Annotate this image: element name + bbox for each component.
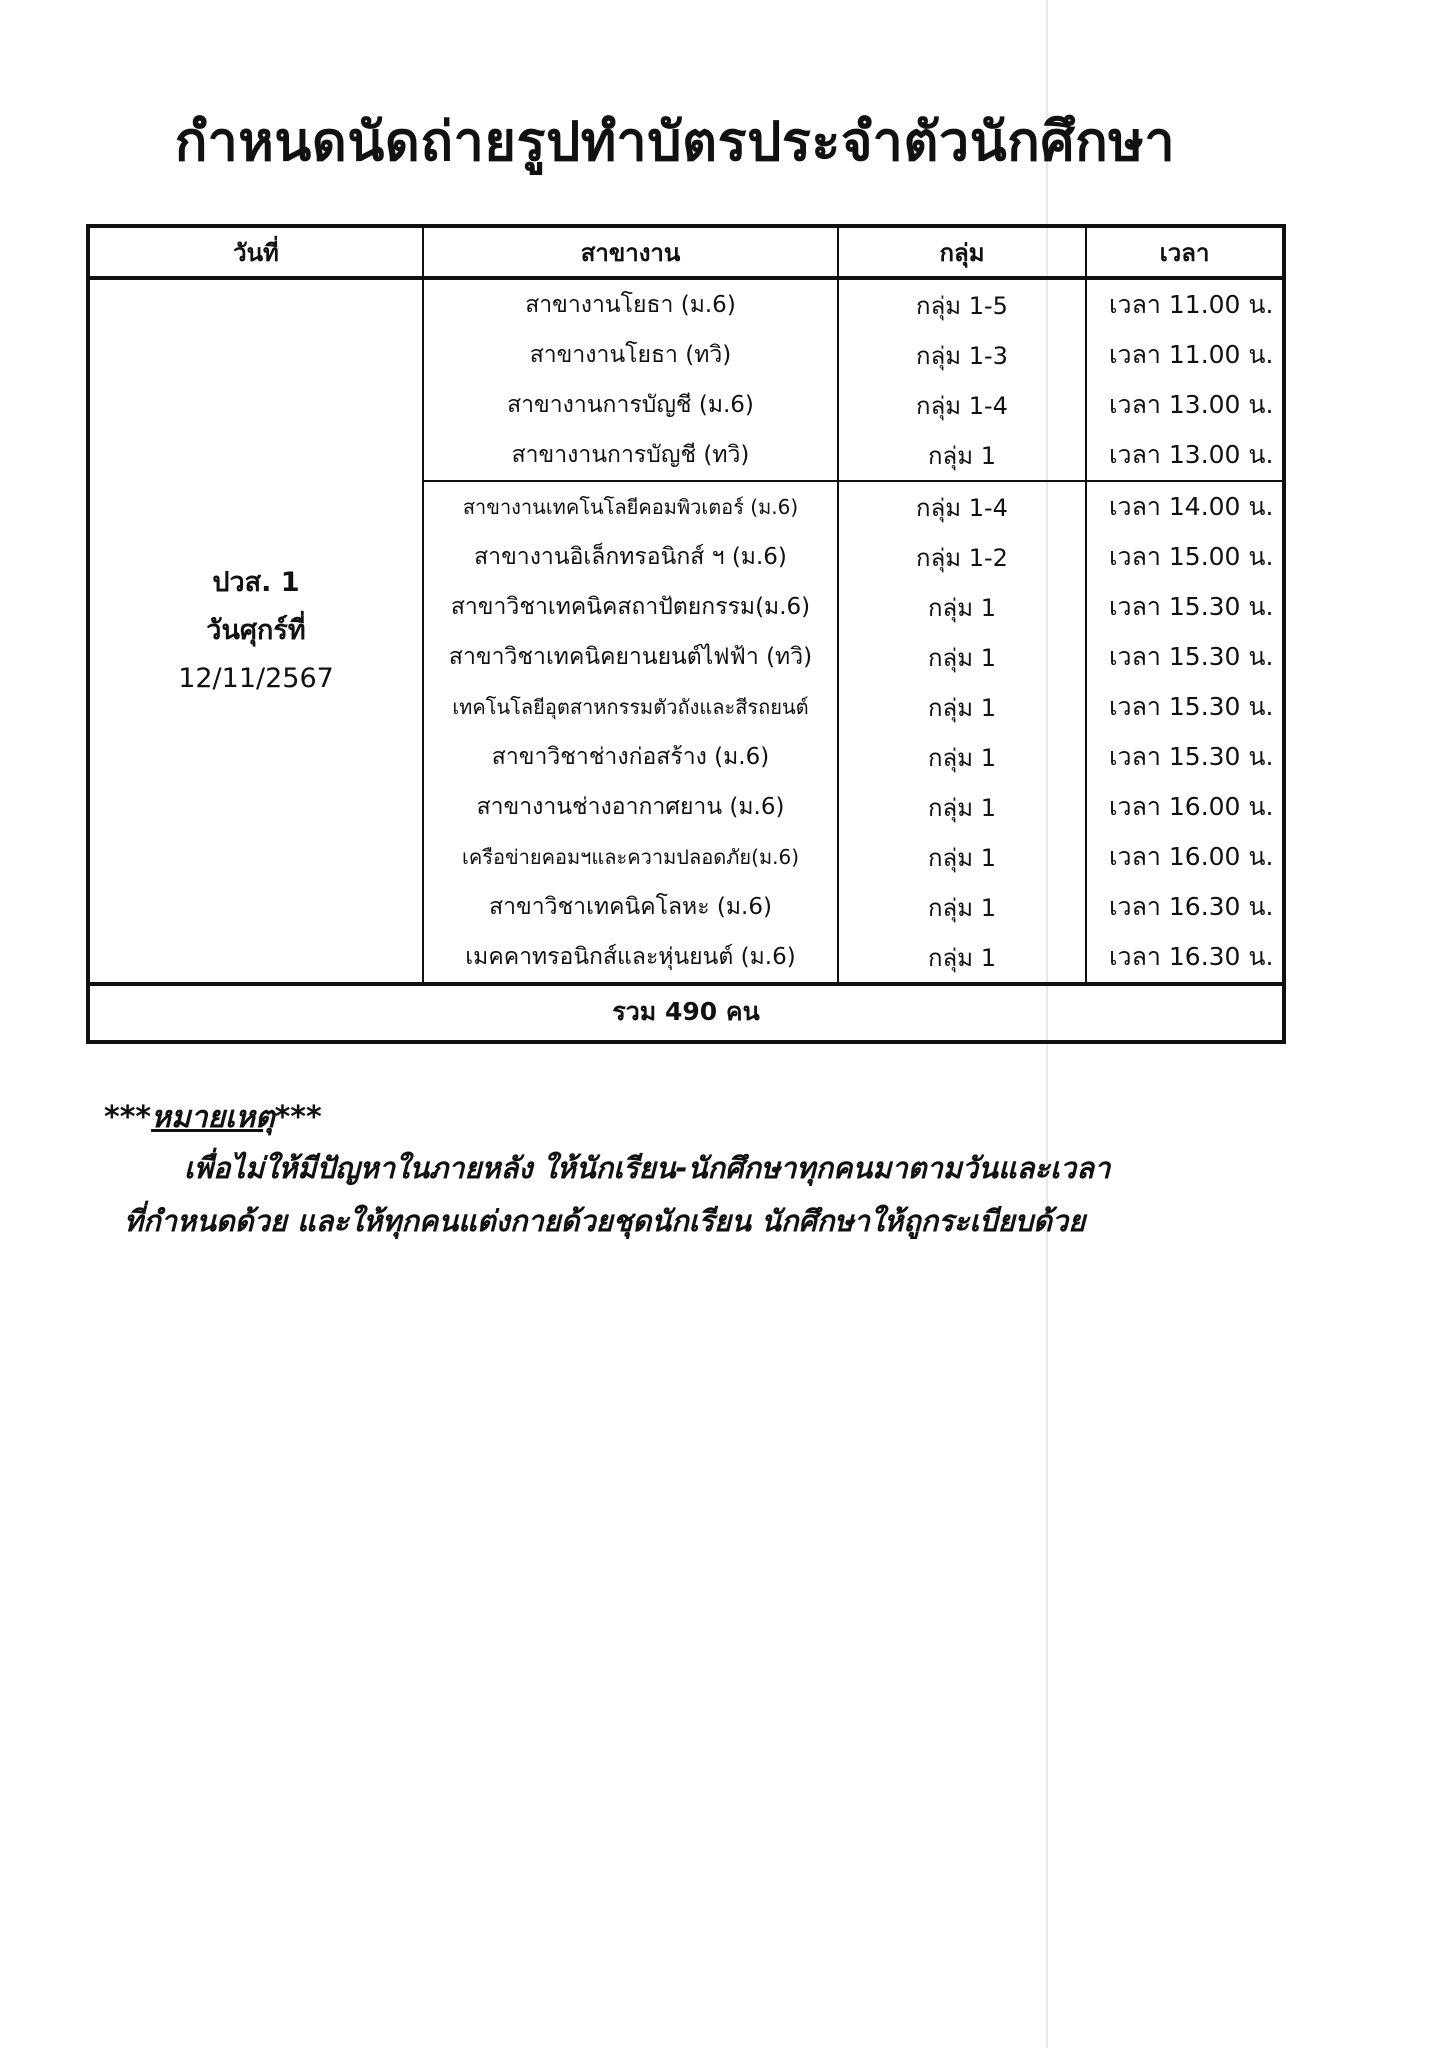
schedule-table (86, 224, 1286, 1044)
table-row (90, 278, 1282, 330)
time-cell: เวลา 15.30 น. (1109, 742, 1274, 771)
total-row (90, 984, 1282, 1038)
major-cell: สาขางานช่างอากาศยาน (ม.6) (423, 782, 838, 832)
group-cell: กลุ่ม 1 (838, 782, 1086, 832)
group-cell: กลุ่ม 1 (838, 632, 1086, 682)
time-cell: เวลา 14.00 น. (1086, 481, 1282, 532)
time-cell: เวลา 16.30 น. (1109, 942, 1274, 971)
major-cell: สาขางานเทคโนโลยีคอมพิวเตอร์ (ม.6) (423, 481, 838, 532)
time-cell: เวลา 11.00 น. (1109, 290, 1274, 319)
group-cell: กลุ่ม 1 (838, 932, 1086, 984)
group-cell: กลุ่ม 1-2 (838, 532, 1086, 582)
major-cell: สาขาวิชาเทคนิคสถาปัตยกรรม(ม.6) (423, 582, 838, 632)
major-cell: สาขาวิชาเทคนิคโลหะ (ม.6) (423, 882, 838, 932)
time-cell: เวลา 11.00 น. (1109, 340, 1274, 369)
major-cell: สาขาวิชาช่างก่อสร้าง (ม.6) (423, 732, 838, 782)
time-cell: เวลา 15.00 น. (1109, 542, 1274, 571)
major-cell: สาขางานการบัญชี (ทวิ) (423, 430, 838, 481)
time-cell: เวลา 15.30 น. (1109, 592, 1274, 621)
page-title: กำหนดนัดถ่ายรูปทำบัตรประจำตัวนักศึกษา (174, 110, 1176, 173)
header-time: เวลา (1086, 228, 1282, 278)
time-cell: เวลา 16.30 น. (1109, 892, 1274, 921)
time-cell: เวลา 16.00 น. (1109, 792, 1274, 821)
date-cell (90, 278, 423, 984)
group-cell: กลุ่ม 1 (838, 430, 1086, 481)
major-cell: สาขางานอิเล็กทรอนิกส์ ฯ (ม.6) (423, 532, 838, 582)
group-cell: กลุ่ม 1 (838, 882, 1086, 932)
group-cell: กลุ่ม 1-4 (838, 380, 1086, 430)
major-cell: เทคโนโลยีอุตสาหกรรมตัวถังและสีรถยนต์ (423, 682, 838, 732)
table-header-row (90, 228, 1282, 278)
group-cell: กลุ่ม 1-5 (838, 278, 1086, 330)
note-prefix: *** (104, 1100, 152, 1135)
time-cell: เวลา 15.30 น. (1109, 642, 1274, 671)
group-cell: กลุ่ม 1-4 (838, 481, 1086, 532)
note-heading (104, 1094, 322, 1141)
note-line-1: เพื่อไม่ให้มีปัญหาในภายหลัง ให้นักเรียน-นักศึกษาทุกคนมาตามวันและเวลา (184, 1151, 1111, 1185)
level-label: ปวส. 1 (212, 567, 300, 598)
group-cell: กลุ่ม 1 (838, 682, 1086, 732)
major-cell: สาขาวิชาเทคนิคยานยนต์ไฟฟ้า (ทวิ) (423, 632, 838, 682)
group-cell: กลุ่ม 1 (838, 582, 1086, 632)
major-cell: สาขางานโยธา (ทวิ) (423, 330, 838, 380)
major-cell: สาขางานการบัญชี (ม.6) (423, 380, 838, 430)
date-label: 12/11/2567 (178, 663, 334, 694)
note-line-2: ที่กำหนดด้วย และให้ทุกคนแต่งกายด้วยชุดนักเรียน นักศึกษาให้ถูกระเบียบด้วย (124, 1204, 1086, 1238)
total-count: รวม 490 คน (90, 984, 1282, 1038)
note-suffix: *** (274, 1100, 322, 1135)
note-heading-text: หมายเหตุ (151, 1100, 275, 1135)
time-cell: เวลา 16.00 น. (1109, 842, 1274, 871)
header-major: สาขางาน (423, 228, 838, 278)
group-cell: กลุ่ม 1 (838, 732, 1086, 782)
time-cell: เวลา 15.30 น. (1109, 692, 1274, 721)
time-cell: เวลา 13.00 น. (1109, 440, 1274, 469)
group-cell: กลุ่ม 1-3 (838, 330, 1086, 380)
major-cell: สาขางานโยธา (ม.6) (423, 278, 838, 330)
major-cell: เครือข่ายคอมฯและความปลอดภัย(ม.6) (423, 832, 838, 882)
day-label: วันศุกร์ที่ (206, 615, 306, 646)
header-date: วันที่ (90, 228, 423, 278)
header-group: กลุ่ม (838, 228, 1086, 278)
time-cell: เวลา 13.00 น. (1109, 390, 1274, 419)
major-cell: เมคคาทรอนิกส์และหุ่นยนต์ (ม.6) (423, 932, 838, 984)
group-cell: กลุ่ม 1 (838, 832, 1086, 882)
